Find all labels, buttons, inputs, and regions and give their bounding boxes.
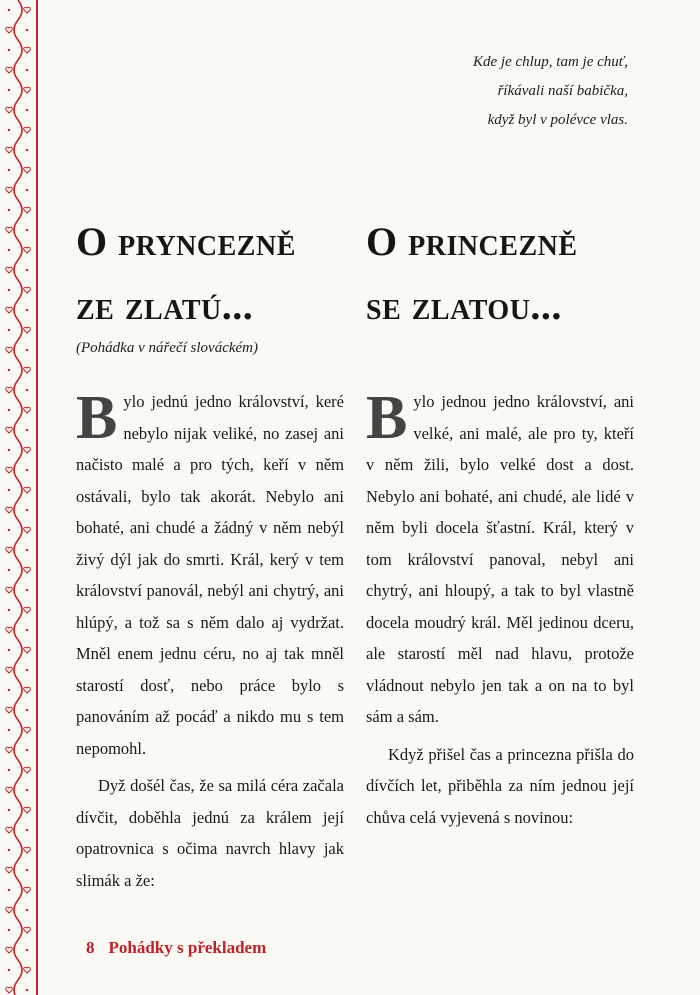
- dialect-title-line: O pryncezně: [76, 219, 296, 264]
- ornament-dot: [8, 609, 10, 611]
- heart-ornament-icon: [6, 67, 13, 73]
- dialect-subtitle: (Pohádka v nářečí slováckém): [76, 340, 259, 356]
- ornament-dot: [26, 589, 28, 591]
- subtitle-spacer: [366, 340, 634, 364]
- ornament-dot: [8, 889, 10, 891]
- heart-ornament-icon: [6, 227, 13, 233]
- paragraph: Dyž došél čas, že sa milá céra začala dívčit, doběhla jednú za králem její opatrovnica s očima navrch hlavy jak slimák a že:: [76, 776, 344, 890]
- ornament-dot: [8, 449, 10, 451]
- motto-line: když byl v polévce vlas.: [487, 112, 628, 128]
- heart-ornament-icon: [6, 987, 13, 993]
- heart-ornament-icon: [6, 747, 13, 753]
- ornament-dot: [8, 489, 10, 491]
- heart-ornament-icon: [6, 187, 13, 193]
- ornament-dot: [8, 249, 10, 251]
- heart-ornament-icon: [24, 607, 31, 613]
- heart-ornament-icon: [24, 47, 31, 53]
- ornament-dot: [26, 669, 28, 671]
- heart-ornament-icon: [24, 727, 31, 733]
- heart-ornament-icon: [24, 847, 31, 853]
- dialect-text: [76, 386, 344, 896]
- ornament-dot: [26, 269, 28, 271]
- dialect-column: [76, 210, 344, 890]
- ornament-dot: [8, 849, 10, 851]
- heart-ornament-icon: [6, 267, 13, 273]
- ornament-dot: [8, 769, 10, 771]
- ornament-dot: [26, 709, 28, 711]
- standard-title: [366, 210, 634, 338]
- ornament-dot: [26, 69, 28, 71]
- border-line: [36, 0, 38, 995]
- heart-ornament-icon: [6, 307, 13, 313]
- ornament-dot: [8, 209, 10, 211]
- ornament-dot: [26, 189, 28, 191]
- heart-ornament-icon: [24, 7, 31, 13]
- heart-ornament-icon: [6, 387, 13, 393]
- ornament-dot: [26, 509, 28, 511]
- page-number: 8: [86, 938, 95, 957]
- ornament-dot: [8, 289, 10, 291]
- motto: [473, 48, 628, 135]
- heart-ornament-icon: [24, 247, 31, 253]
- dialect-title-line: ze zlatú...: [76, 283, 254, 328]
- drop-cap: B: [76, 384, 118, 452]
- ornament-dot: [8, 409, 10, 411]
- ornament-dot: [8, 969, 10, 971]
- heart-ornament-icon: [6, 667, 13, 673]
- heart-ornament-icon: [24, 527, 31, 533]
- standard-column: [366, 210, 634, 827]
- standard-title-line: O princezně: [366, 219, 578, 264]
- heart-ornament-icon: [6, 507, 13, 513]
- page-footer: [86, 938, 266, 958]
- ornament-dot: [8, 329, 10, 331]
- heart-ornament-icon: [6, 867, 13, 873]
- ornament-dot: [26, 429, 28, 431]
- ornament-dot: [8, 569, 10, 571]
- heart-ornament-icon: [6, 27, 13, 33]
- ornament-wave: [14, 0, 22, 995]
- paragraph: [366, 386, 634, 733]
- heart-ornament-icon: [24, 567, 31, 573]
- standard-title-line: se zlatou...: [366, 283, 562, 328]
- ornament-dot: [26, 989, 28, 991]
- paragraph: [76, 386, 344, 764]
- decorative-border: [0, 0, 40, 995]
- ornament-dot: [8, 9, 10, 11]
- ornament-dot: [26, 309, 28, 311]
- ornament-dot: [26, 349, 28, 351]
- heart-ornament-icon: [24, 367, 31, 373]
- paragraph-text: ylo jednou jedno království, ani velké, ani malé, ale pro ty, kteří v něm žili, bylo velké dost a dost. Nebylo ani bohaté, ani chudé, ale lidé v něm byli docela šťastní. Král, který v tom království panoval, nebyl ani chytrý, ani hloupý, a tak to byl vlastně docela moudrý král. Měl jedinou dceru, ale starostí měl nad hlavu, protože vládnout nebylo jen tak a on na to byl sám a sám.: [366, 392, 634, 726]
- heart-ornament-icon: [24, 167, 31, 173]
- ornament-dot: [26, 469, 28, 471]
- ornament-dot: [26, 229, 28, 231]
- ornament-dot: [8, 809, 10, 811]
- ornament-dot: [26, 949, 28, 951]
- heart-ornament-icon: [24, 207, 31, 213]
- ornament-dot: [8, 689, 10, 691]
- ornament-dot: [8, 729, 10, 731]
- ornament-dot: [26, 109, 28, 111]
- ornament-pattern: [0, 0, 36, 995]
- heart-ornament-icon: [24, 967, 31, 973]
- ornament-dot: [26, 829, 28, 831]
- ornament-dot: [8, 369, 10, 371]
- ornament-dot: [8, 529, 10, 531]
- heart-ornament-icon: [6, 147, 13, 153]
- heart-ornament-icon: [6, 347, 13, 353]
- heart-ornament-icon: [6, 827, 13, 833]
- heart-ornament-icon: [24, 767, 31, 773]
- ornament-dot: [26, 789, 28, 791]
- heart-ornament-icon: [24, 327, 31, 333]
- ornament-dot: [26, 869, 28, 871]
- heart-ornament-icon: [24, 287, 31, 293]
- heart-ornament-icon: [24, 87, 31, 93]
- ornament-dot: [8, 49, 10, 51]
- ornament-dot: [26, 29, 28, 31]
- ornament-dot: [8, 169, 10, 171]
- ornament-dot: [26, 389, 28, 391]
- heart-ornament-icon: [24, 807, 31, 813]
- ornament-dot: [8, 649, 10, 651]
- paragraph-text: ylo jednú jedno království, keré nebylo nijak veliké, no zasej ani načisto malé a pro tých, keří v něm ostávali, bylo tak akorát. Nebylo ani bohaté, ani chudé a žádný v něm nebýl živý dýl jak do smrti. Král, kerý v tem království panovál, nebýl ani chytrý, ani hlúpý, a tož sa s něm dalo aj vydržat. Mněl enem jednu céru, no aj tak mněl starostí dosť, nebo práce bylo s panováním až pocáď a nikdo mu s tem nepomohl.: [76, 392, 344, 758]
- heart-ornament-icon: [6, 707, 13, 713]
- ornament-dot: [26, 909, 28, 911]
- drop-cap: B: [366, 384, 408, 452]
- heart-ornament-icon: [6, 947, 13, 953]
- paragraph: Když přišel čas a princezna přišla do dívčích let, přiběhla za ním jednou její chůva celá vyjevená s novinou:: [366, 744, 634, 827]
- ornament-dot: [8, 129, 10, 131]
- heart-ornament-icon: [6, 787, 13, 793]
- ornament-dot: [26, 149, 28, 151]
- heart-ornament-icon: [24, 127, 31, 133]
- heart-ornament-icon: [6, 907, 13, 913]
- ornament-dot: [26, 629, 28, 631]
- book-title: Pohádky s překladem: [108, 938, 267, 957]
- heart-ornament-icon: [6, 107, 13, 113]
- ornament-dot: [8, 89, 10, 91]
- heart-ornament-icon: [24, 447, 31, 453]
- ornament-dot: [8, 929, 10, 931]
- heart-ornament-icon: [6, 427, 13, 433]
- motto-line: Kde je chlup, tam je chuť,: [472, 54, 628, 70]
- heart-ornament-icon: [24, 927, 31, 933]
- heart-ornament-icon: [6, 547, 13, 553]
- standard-text: [366, 386, 634, 833]
- heart-ornament-icon: [6, 467, 13, 473]
- heart-ornament-icon: [24, 487, 31, 493]
- heart-ornament-icon: [24, 887, 31, 893]
- heart-ornament-icon: [24, 647, 31, 653]
- ornament-dot: [26, 549, 28, 551]
- heart-ornament-icon: [24, 687, 31, 693]
- heart-ornament-icon: [6, 587, 13, 593]
- heart-ornament-icon: [6, 627, 13, 633]
- dialect-title: [76, 210, 344, 338]
- motto-line: říkávali naší babička,: [497, 83, 628, 99]
- ornament-dot: [26, 749, 28, 751]
- heart-ornament-icon: [24, 407, 31, 413]
